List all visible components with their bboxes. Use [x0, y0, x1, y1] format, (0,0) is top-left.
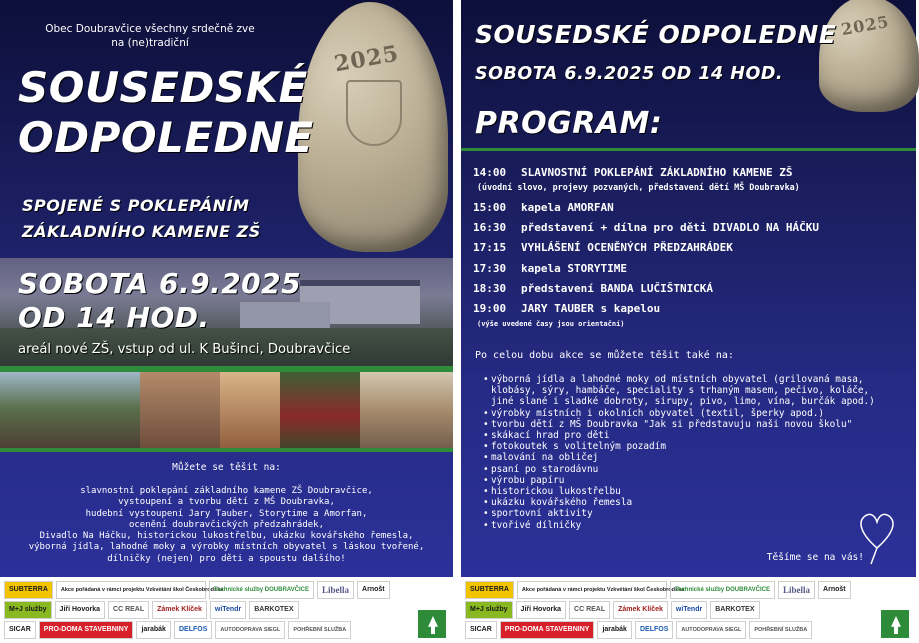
- sponsor-logo: M+J služby: [465, 601, 513, 619]
- sponsor-logo: AUTODOPRAVA SIEGL: [676, 621, 746, 639]
- description-line: vystoupení a tvorbu dětí z MŠ Doubravka,: [118, 497, 335, 508]
- sponsor-logo: Technické služby DOUBRAVČICE: [670, 581, 775, 599]
- sponsor-logo: M+J služby: [4, 601, 52, 619]
- program-item: [473, 201, 614, 214]
- stone-year-engraving: 2025: [839, 11, 891, 40]
- list-item: • sportovní aktivity: [483, 508, 593, 520]
- program-text: JARY TAUBER s kapelou: [521, 302, 661, 315]
- program-note: [477, 320, 625, 328]
- program-item: [473, 282, 713, 295]
- stone-year-engraving: 2025: [332, 40, 401, 78]
- sponsor-logo: Jiří Hovorka: [516, 601, 566, 619]
- left-poster: [0, 0, 453, 643]
- right-poster: [461, 0, 916, 643]
- invite-line-2: na (ne)tradiční: [111, 37, 189, 49]
- list-item: jiné slané i sladké dobroty, sirupy, pivo, limo, vína, burčák apod.): [491, 396, 875, 408]
- village-flag-icon: [417, 609, 447, 639]
- list-item: • malování na obličej: [483, 452, 599, 464]
- sponsor-logo: BARKOTEX: [710, 601, 759, 619]
- list-item: • historickou lukostřelbu: [483, 486, 621, 498]
- description-line: dílničky (nejen) pro děti a spoustu dalšího!: [107, 553, 346, 564]
- left-sponsor-bar: [0, 577, 453, 643]
- program-item: [473, 221, 819, 234]
- sponsor-logo: CC REAL: [569, 601, 610, 619]
- program-time: 14:00: [473, 166, 507, 179]
- sponsor-logo: DELFOS: [635, 621, 673, 639]
- left-title-line-2: ODPOLEDNE: [18, 113, 314, 162]
- sponsor-logo: AUTODOPRAVA SIEGL: [215, 621, 285, 639]
- program-text: kapela AMORFAN: [521, 201, 614, 214]
- description-line: Divadlo Na Háčku, historickou lukostřelbu, ukázku kovářského řemesla,: [39, 531, 414, 542]
- sponsor-logo: jarabák: [597, 621, 632, 639]
- list-item: • psaní po starodávnu: [483, 463, 599, 475]
- list-item: • výrobu papíru: [483, 474, 565, 486]
- left-subtitle-line-1: SPOJENÉ S POKLEPÁNÍM: [22, 196, 250, 215]
- list-item: • skákací hrad pro děti: [483, 430, 610, 442]
- sponsor-logo: SUBTERRA: [4, 581, 53, 599]
- left-title-line-1: SOUSEDSKÉ: [18, 63, 308, 112]
- invite-line-1: Obec Doubravčice všechny srdečně zve: [45, 23, 255, 35]
- sponsor-logo: PRO-DOMA STAVEBNINY: [39, 621, 134, 639]
- sponsor-logo: SICAR: [4, 621, 36, 639]
- green-divider-2: [0, 448, 453, 452]
- sponsor-logo: SUBTERRA: [465, 581, 514, 599]
- sponsor-logo: PRO-DOMA STAVEBNINY: [500, 621, 595, 639]
- list-item: • fotokoutek s volitelným pozadím: [483, 441, 666, 453]
- sponsor-logo: wiTendr: [210, 601, 246, 619]
- closing-text: Těšíme se na vás!: [766, 552, 864, 563]
- program-text: představení + dílna pro děti DIVADLO NA HÁČKU: [521, 221, 820, 234]
- program-heading: PROGRAM:: [475, 106, 663, 141]
- venue-text: areál nové ZŠ, vstup od ul. K Bušinci, Doubravčice: [18, 342, 351, 357]
- sponsor-logo: SICAR: [465, 621, 497, 639]
- village-flag-icon: [880, 609, 910, 639]
- green-divider: [461, 148, 916, 151]
- program-text: VYHLÁŠENÍ OCENĚNÝCH PŘEDZAHRÁDEK: [521, 241, 733, 254]
- left-description: [0, 486, 453, 565]
- all-day-list: [483, 374, 875, 531]
- invite-text: [0, 22, 300, 50]
- left-subtitle-line-2: ZÁKLADNÍHO KAMENE ZŠ: [22, 222, 261, 241]
- list-item: • ukázku kovářského řemesla: [483, 497, 633, 509]
- program-item: [473, 302, 660, 315]
- program-time: 16:30: [473, 221, 507, 234]
- sponsor-logo: Libella: [778, 581, 815, 599]
- sponsor-logo: CC REAL: [108, 601, 149, 619]
- foundation-stone-image: [298, 2, 448, 252]
- sponsor-logo: jarabák: [136, 621, 171, 639]
- all-day-intro: Po celou dobu akce se můžete těšit také na:: [475, 350, 734, 361]
- program-time: 19:00: [473, 302, 507, 315]
- sponsor-logo: Zámek Klíček: [152, 601, 207, 619]
- right-title: SOUSEDSKÉ ODPOLEDNE: [475, 20, 837, 49]
- sponsor-logo: POHŘEBNÍ SLUŽBA: [288, 621, 351, 639]
- sponsor-logo: Technické služby DOUBRAVČICE: [209, 581, 314, 599]
- program-note: [477, 182, 800, 192]
- foundation-stone-image: [819, 0, 919, 112]
- description-line: hudební vystoupení Jary Tauber, Storytime a Amorfan,: [85, 508, 368, 519]
- list-item: klobásy, sýry, hambáče, speciality s trhaným masem, pečivo, koláče,: [491, 385, 870, 397]
- sponsor-logo: Arnošt: [818, 581, 851, 599]
- program-text: SLAVNOSTNÍ POKLEPÁNÍ ZÁKLADNÍHO KAMENE ZŠ: [521, 166, 793, 179]
- right-date: SOBOTA 6.9.2025 OD 14 HOD.: [475, 64, 783, 84]
- sponsor-logo: DELFOS: [174, 621, 212, 639]
- program-time: 18:30: [473, 282, 507, 295]
- program-item: [473, 262, 627, 275]
- program-time: 17:15: [473, 241, 507, 254]
- right-sponsor-bar: [461, 577, 916, 643]
- list-item: • výrobky místních i okolních obyvatel (textil, šperky apod.): [483, 407, 825, 419]
- program-item: [473, 166, 793, 179]
- description-line: slavnostní poklepání základního kamene ZŠ Doubravčice,: [80, 486, 373, 496]
- sponsor-logo: BARKOTEX: [249, 601, 298, 619]
- stone-crest-engraving: [346, 80, 402, 146]
- program-item: [473, 241, 733, 254]
- sponsor-logo: Akce pořádaná v rámci projektu Vzkvétání škol Českobrodska: [517, 581, 667, 599]
- list-item: • tvořivé dílničky: [483, 519, 582, 531]
- sponsor-logo: Akce pořádaná v rámci projektu Vzkvétání škol Českobrodska: [56, 581, 206, 599]
- event-photos-strip: [0, 372, 453, 452]
- program-text: (úvodní slovo, projevy pozvaných, představení dětí MŠ Doubravka): [477, 182, 800, 192]
- program-time: 15:00: [473, 201, 507, 214]
- left-date-line-1: SOBOTA 6.9.2025: [18, 267, 302, 300]
- program-text: kapela STORYTIME: [521, 262, 627, 275]
- sponsor-logo: POHŘEBNÍ SLUŽBA: [749, 621, 812, 639]
- description-line: výborná jídla, lahodné moky a výrobky místních obyvatel s láskou tvořené,: [28, 542, 425, 553]
- list-item: • výborná jídla a lahodné moky od místních obyvatel (grilovaná masa,: [483, 374, 864, 385]
- program-text: představení BANDA LUČIŠTNICKÁ: [521, 282, 714, 295]
- sponsor-logo: Jiří Hovorka: [55, 601, 105, 619]
- left-date-line-2: OD 14 HOD.: [18, 301, 210, 334]
- sponsor-logo: Arnošt: [357, 581, 390, 599]
- program-text: (výše uvedené časy jsou orientační): [477, 320, 625, 328]
- sponsor-logo: Zámek Klíček: [613, 601, 668, 619]
- description-line: ocenění doubravčických předzahrádek,: [128, 519, 325, 530]
- program-time: 17:30: [473, 262, 507, 275]
- list-item: • tvorbu dětí z MŠ Doubravka "Jak si představuju naši novou školu": [483, 418, 853, 430]
- sponsor-logo: Libella: [317, 581, 354, 599]
- left-looking-forward: Můžete se těšit na:: [172, 462, 281, 473]
- sponsor-logo: wiTendr: [671, 601, 707, 619]
